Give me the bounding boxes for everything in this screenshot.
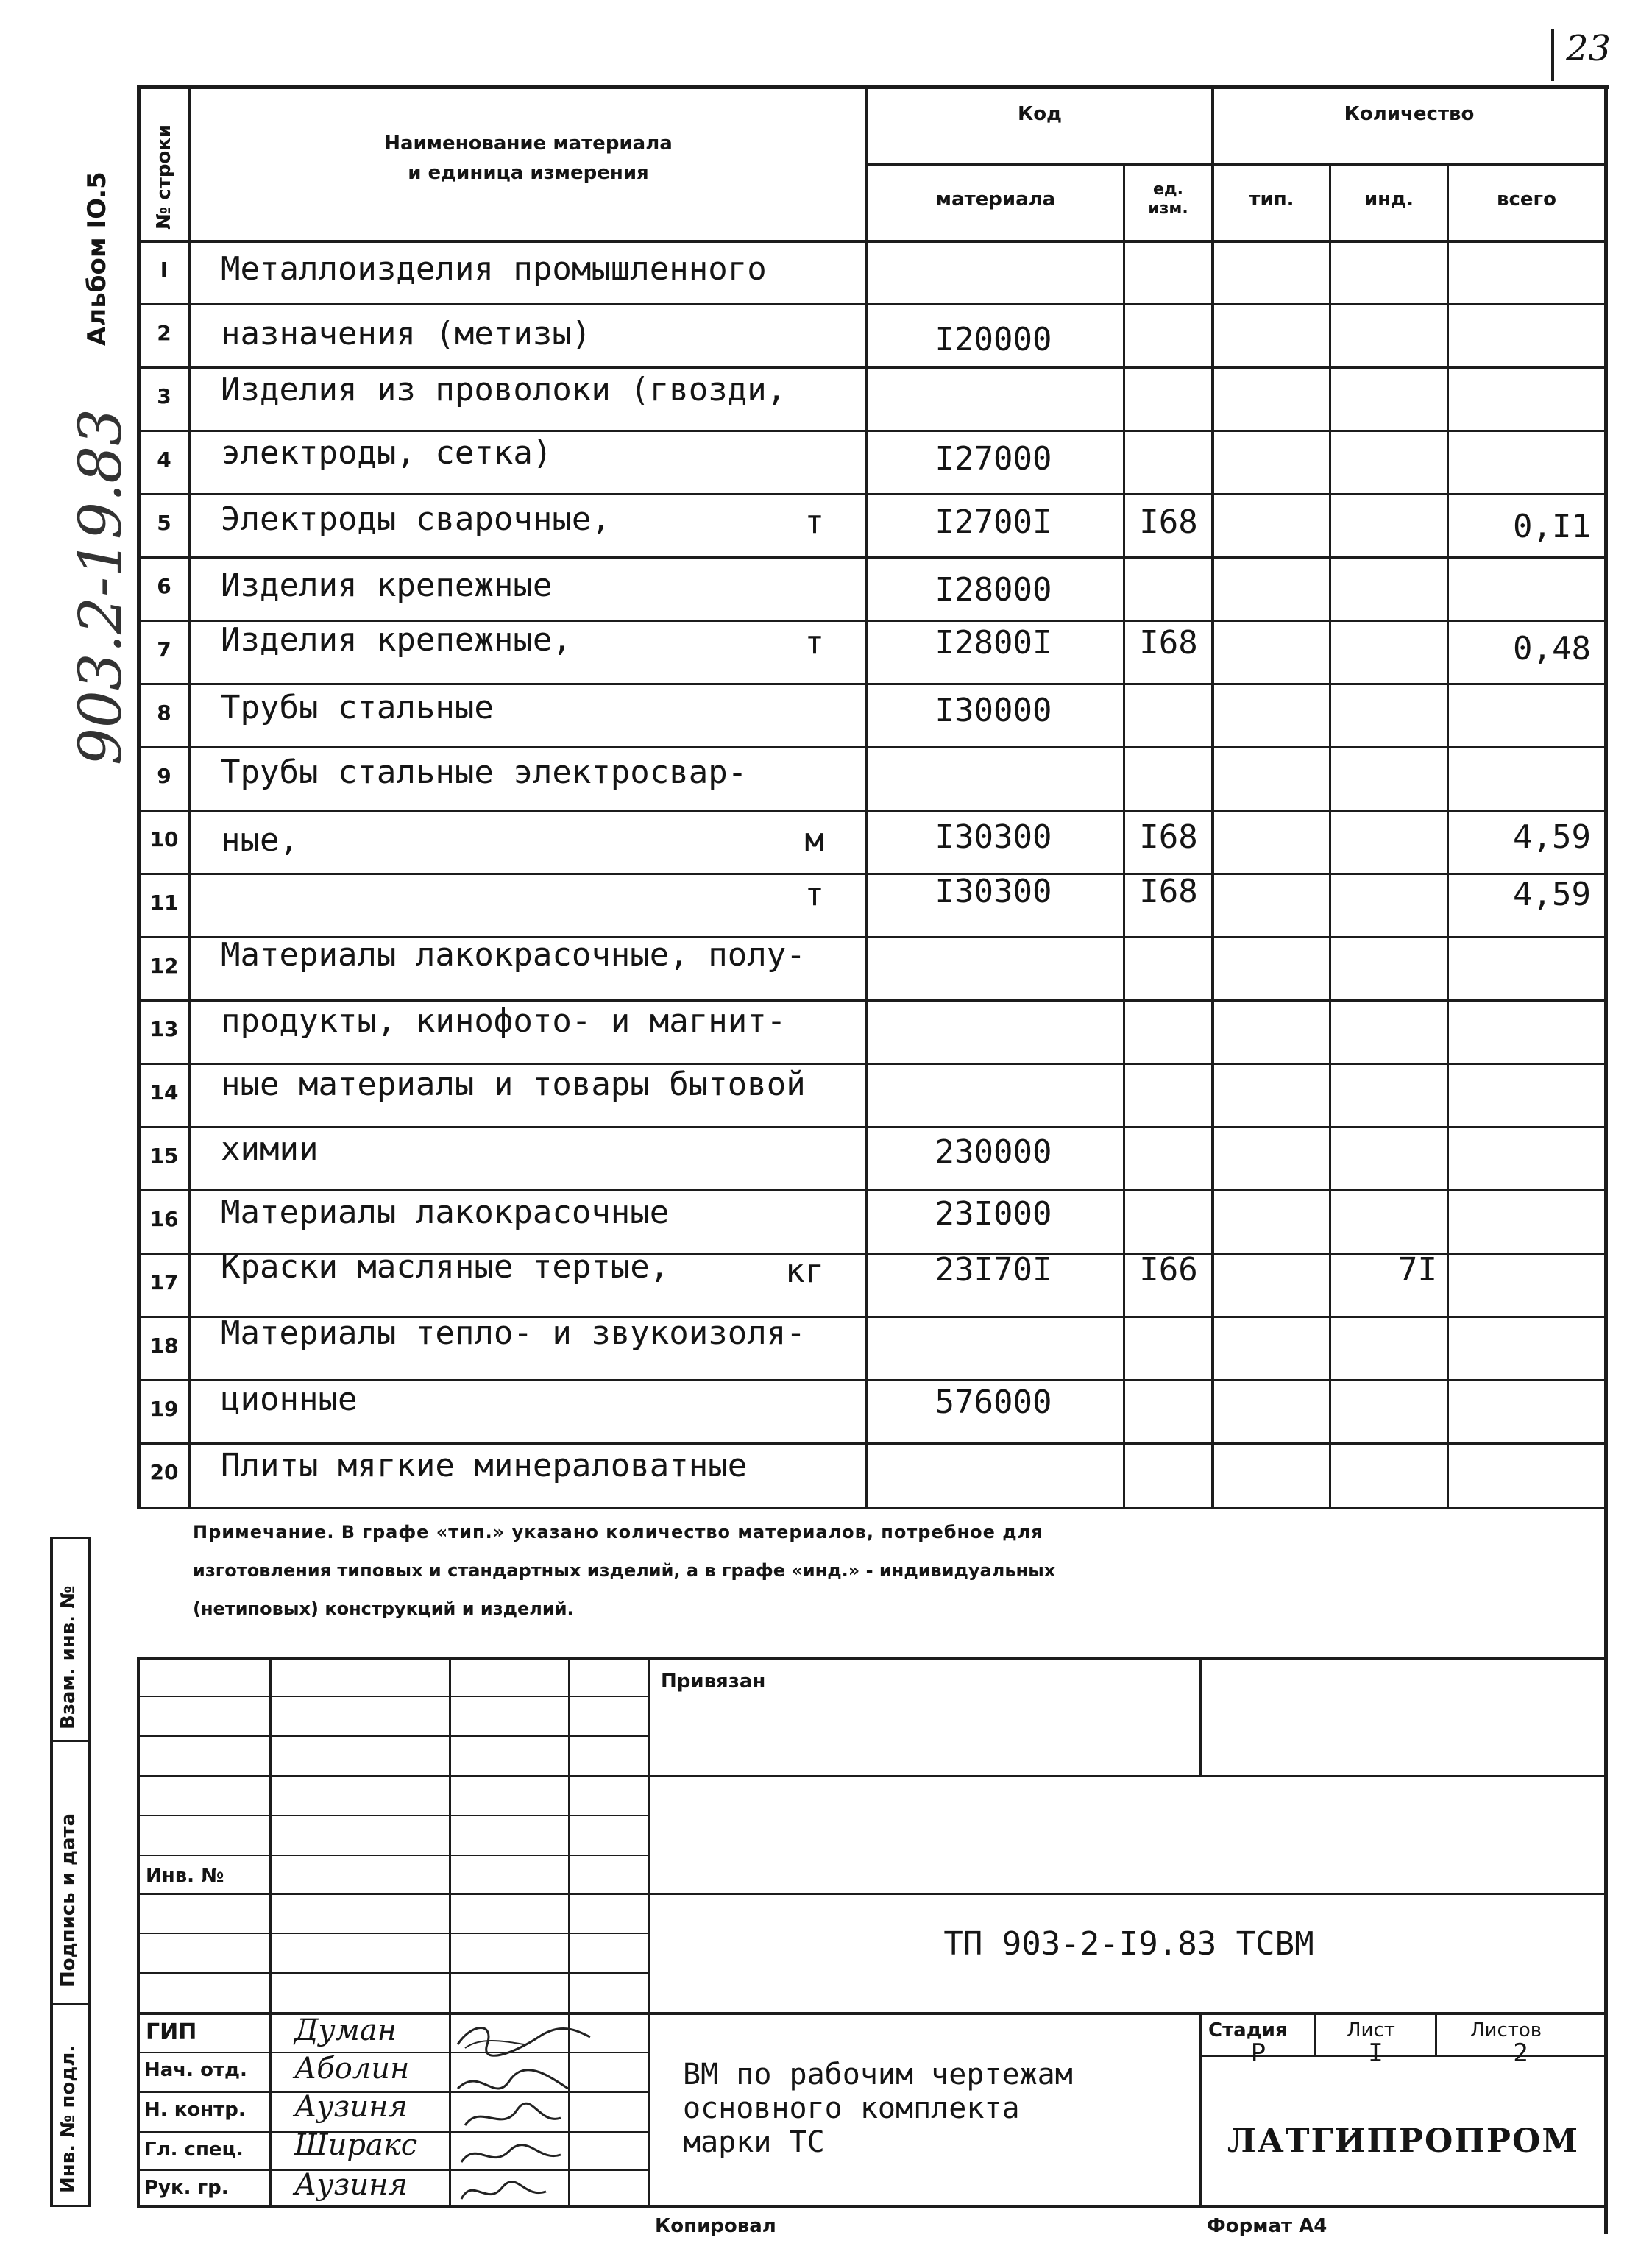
album-label: Альбом IO.5: [82, 171, 112, 346]
row-code: I30300: [935, 818, 1052, 856]
row-code: I27000: [935, 440, 1052, 478]
title-line-1: ВМ по рабочим чертежам: [683, 2058, 1073, 2091]
row-code: 576000: [935, 1384, 1052, 1421]
row-name: назначения (метизы): [221, 315, 592, 353]
row-unit-code: I68: [1139, 873, 1198, 910]
row-name: продукты, кинофото- и магнит-: [221, 1002, 787, 1040]
row-code: I2700I: [935, 503, 1052, 541]
header-qty-ind: инд.: [1364, 188, 1414, 210]
row-total: 4,59: [1513, 876, 1591, 913]
row-number: 4: [157, 447, 171, 472]
header-name-line1: Наименование материала: [384, 132, 673, 155]
row-name: электроды, сетка): [221, 434, 553, 472]
header-qty-total: всего: [1497, 188, 1556, 210]
privyazan-label: Привязан: [661, 1671, 766, 1693]
row-name: Изделия из проволоки (гвозди,: [221, 371, 787, 408]
row-code: I2800I: [935, 624, 1052, 662]
row-name: ционные: [221, 1381, 358, 1418]
row-name: Плиты мягкие минераловатные: [221, 1447, 748, 1484]
title-line-2: основного комплекта: [683, 2091, 1020, 2125]
row-number: 9: [157, 764, 171, 788]
stage-value: Р: [1250, 2038, 1266, 2068]
note-line-2: изготовления типовых и стандартных изделий, а в графе «инд.» - индивидуальных: [193, 1560, 1056, 1581]
footer-format: Формат А4: [1207, 2215, 1327, 2237]
row-name: Изделия крепежные,: [221, 621, 572, 659]
row-name: химии: [221, 1130, 319, 1168]
document-code: ТП 903-2-I9.83 ТСВМ: [943, 1925, 1314, 1963]
row-name: Краски масляные тертые,: [221, 1248, 670, 1286]
row-unit: кг: [785, 1253, 824, 1290]
header-code-unit-1: ед.: [1152, 180, 1184, 199]
note-line-3: (нетиповых) конструкций и изделий.: [193, 1598, 574, 1619]
name-ruk-gr: Аузиня: [294, 2168, 408, 2202]
row-code: 23I000: [935, 1195, 1052, 1233]
row-name: Материалы лакокрасочные: [221, 1194, 670, 1231]
row-total: 4,59: [1513, 818, 1591, 856]
row-number: 12: [149, 954, 179, 978]
header-name-line2: и единица измерения: [408, 162, 649, 184]
row-name: Материалы тепло- и звукоизоля-: [221, 1314, 806, 1352]
row-unit: т: [804, 624, 824, 662]
row-number: I: [160, 258, 169, 282]
role-nach-otd: Нач. отд.: [144, 2059, 247, 2081]
title-line-3: марки ТС: [683, 2125, 825, 2159]
role-gl-spec: Гл. спец.: [144, 2139, 244, 2161]
margin-inv-podl: Инв. № подл.: [57, 2044, 79, 2193]
row-name: ные материалы и товары бытовой: [221, 1066, 806, 1103]
header-code-material: материала: [935, 188, 1056, 210]
row-number: 10: [149, 827, 179, 851]
header-code-unit-2: изм.: [1148, 199, 1188, 218]
margin-podpis: Подпись и дата: [57, 1813, 79, 1987]
row-name: Металлоизделия промышленного: [221, 250, 767, 288]
row-number: 20: [149, 1460, 179, 1484]
sheet-label: Лист: [1347, 2019, 1395, 2041]
row-number: 3: [157, 384, 171, 408]
row-name: Трубы стальные: [221, 689, 494, 726]
name-gip: Думан: [294, 2013, 397, 2047]
row-unit-code: I68: [1139, 503, 1198, 541]
role-gip: ГИП: [146, 2019, 197, 2045]
row-number: 2: [157, 321, 171, 345]
row-total: 0,48: [1513, 630, 1591, 667]
row-number: 6: [157, 574, 171, 598]
header-row-no: № строки: [153, 124, 175, 230]
organization-name: ЛАТГИПРОПРОМ: [1227, 2122, 1580, 2160]
row-number: 13: [149, 1017, 179, 1041]
row-name: Трубы стальные электросвар-: [221, 754, 748, 791]
signatures: [450, 2015, 598, 2206]
row-total: 7I: [1398, 1251, 1437, 1289]
name-n-kontr: Аузиня: [294, 2090, 408, 2124]
sheet-value: I: [1368, 2038, 1383, 2068]
row-total: 0,I1: [1513, 508, 1591, 545]
sheet-number: 23: [1566, 28, 1612, 69]
row-code: I20000: [935, 321, 1052, 358]
row-unit-code: I68: [1139, 818, 1198, 856]
project-code-handwritten: 903.2-19.83: [66, 408, 135, 765]
row-code: I30300: [935, 873, 1052, 910]
row-code: I30000: [935, 692, 1052, 729]
margin-vzam: Взам. инв. №: [57, 1585, 79, 1729]
row-name: Материалы лакокрасочные, полу-: [221, 936, 806, 974]
note-line-1: Примечание. В графе «тип.» указано количество материалов, потребное для: [193, 1522, 1043, 1542]
role-n-kontr: Н. контр.: [144, 2099, 246, 2121]
row-number: 16: [149, 1207, 179, 1231]
row-name: Электроды сварочные,: [221, 500, 611, 538]
row-number: 17: [149, 1270, 179, 1294]
row-name: Изделия крепежные: [221, 567, 553, 604]
row-number: 8: [157, 701, 171, 725]
stage-label: Стадия: [1208, 2019, 1288, 2041]
row-code: 230000: [935, 1133, 1052, 1171]
header-code: Код: [1017, 103, 1063, 125]
header-quantity: Количество: [1344, 103, 1475, 125]
inv-no-label: Инв. №: [146, 1865, 224, 1887]
sheets-label: Листов: [1470, 2019, 1542, 2041]
row-code: 23I70I: [935, 1251, 1052, 1289]
header-qty-typ: тип.: [1249, 188, 1294, 210]
row-unit: т: [804, 876, 824, 913]
row-code: I28000: [935, 571, 1052, 609]
row-number: 19: [149, 1397, 179, 1421]
row-number: 5: [157, 511, 171, 535]
row-number: 14: [149, 1080, 179, 1105]
row-unit-code: I66: [1139, 1251, 1198, 1289]
name-nach-otd: Аболин: [294, 2052, 410, 2086]
name-gl-spec: Ширакс: [294, 2128, 418, 2162]
row-number: 7: [157, 637, 171, 662]
row-unit: м: [804, 821, 824, 859]
row-number: 18: [149, 1333, 179, 1358]
role-ruk-gr: Рук. гр.: [144, 2177, 229, 2199]
footer-kopiroval: Копировал: [655, 2215, 776, 2237]
row-number: 15: [149, 1144, 179, 1168]
row-unit-code: I68: [1139, 624, 1198, 662]
row-unit: т: [804, 503, 824, 541]
sheets-value: 2: [1513, 2038, 1528, 2068]
row-number: 11: [149, 890, 179, 915]
row-name: ные,: [221, 821, 299, 859]
